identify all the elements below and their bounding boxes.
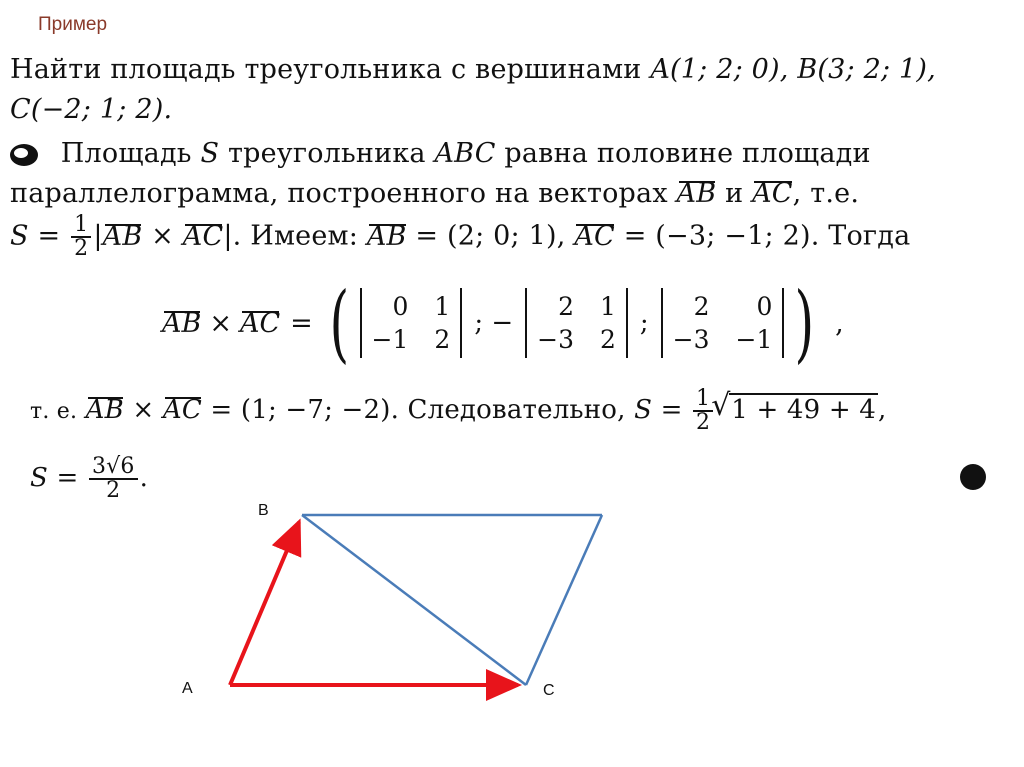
vertex-a: A(1; 2; 0),	[650, 54, 789, 85]
determinant-1: 0 1 −1 2	[360, 288, 463, 358]
separator: ; −	[474, 308, 514, 338]
comma: ,	[878, 395, 887, 425]
determinant-3: 2 0 −3 −1	[661, 288, 785, 358]
symbol-s: S	[30, 463, 49, 493]
vector-ac: AC	[162, 395, 202, 425]
diagonal-bc	[302, 515, 526, 685]
label-c: C	[543, 682, 555, 699]
solution-text: равна половине площади	[504, 138, 871, 169]
solution-text: и	[725, 178, 744, 209]
slide-title: Пример	[38, 14, 108, 35]
solution-text: Площадь	[60, 138, 192, 169]
vector-ab: AB	[676, 178, 717, 209]
equals-sign: =	[290, 307, 313, 339]
separator: ;	[639, 308, 649, 338]
fraction-final: $\frac{3√6}{2}$	[89, 456, 138, 502]
vector-ac: AC	[752, 178, 793, 209]
edge-dc	[526, 515, 602, 685]
label-a: A	[182, 680, 193, 697]
solution-text: параллелограмма, построенного на векторах	[10, 178, 668, 209]
label-b: B	[258, 502, 269, 519]
cross-product-value: = (1; −7; −2). Следовательно,	[210, 395, 626, 425]
symbol-abc: ABC	[434, 138, 496, 169]
fraction-half: $\frac{1}{2}$	[693, 388, 713, 434]
vector-ab-arrow	[230, 522, 299, 685]
vector-ac: AC	[182, 220, 224, 252]
vector-ab: AB	[366, 220, 407, 252]
vertex-b: B(3; 2; 1),	[797, 54, 936, 85]
fraction-half: $\frac{1}{2}$	[71, 214, 91, 260]
problem-text: Найти площадь треугольника с вершинами	[10, 54, 642, 85]
abs-bar: |	[93, 220, 103, 252]
cross-sign: ×	[132, 395, 155, 425]
vector-ac: AC	[574, 220, 615, 252]
determinant-2: 2 1 −3 2	[525, 288, 628, 358]
abs-bar: |	[223, 220, 233, 252]
square-root: √ 1 + 49 + 4	[715, 394, 878, 426]
symbol-s: S	[200, 138, 220, 169]
symbol-s: S	[10, 220, 29, 252]
period: .	[139, 463, 149, 493]
symbol-s: S	[634, 395, 653, 425]
cross-sign: ×	[151, 220, 174, 252]
comma: ,	[835, 307, 844, 339]
equals-sign: =	[56, 463, 79, 493]
open-paren: (	[329, 274, 349, 372]
equals-sign: =	[660, 395, 683, 425]
solution-text: . Имеем:	[232, 220, 359, 252]
vector-ac: AC	[239, 307, 281, 339]
solution-text: , т.е.	[792, 178, 860, 209]
cross-sign: ×	[209, 307, 232, 339]
result-text: т. е.	[30, 399, 78, 424]
vector-ab: AB	[162, 307, 202, 339]
vector-ab-value: = (2; 0; 1),	[415, 220, 566, 252]
vector-ab: AB	[102, 220, 143, 252]
close-paren: )	[794, 274, 815, 372]
vertex-c: C(−2; 1; 2).	[10, 94, 173, 125]
vector-ac-value: = (−3; −1; 2). Тогда	[623, 220, 911, 252]
vector-ab: AB	[85, 395, 124, 425]
equals-sign: =	[37, 220, 61, 252]
solution-text: треугольника	[227, 138, 426, 169]
